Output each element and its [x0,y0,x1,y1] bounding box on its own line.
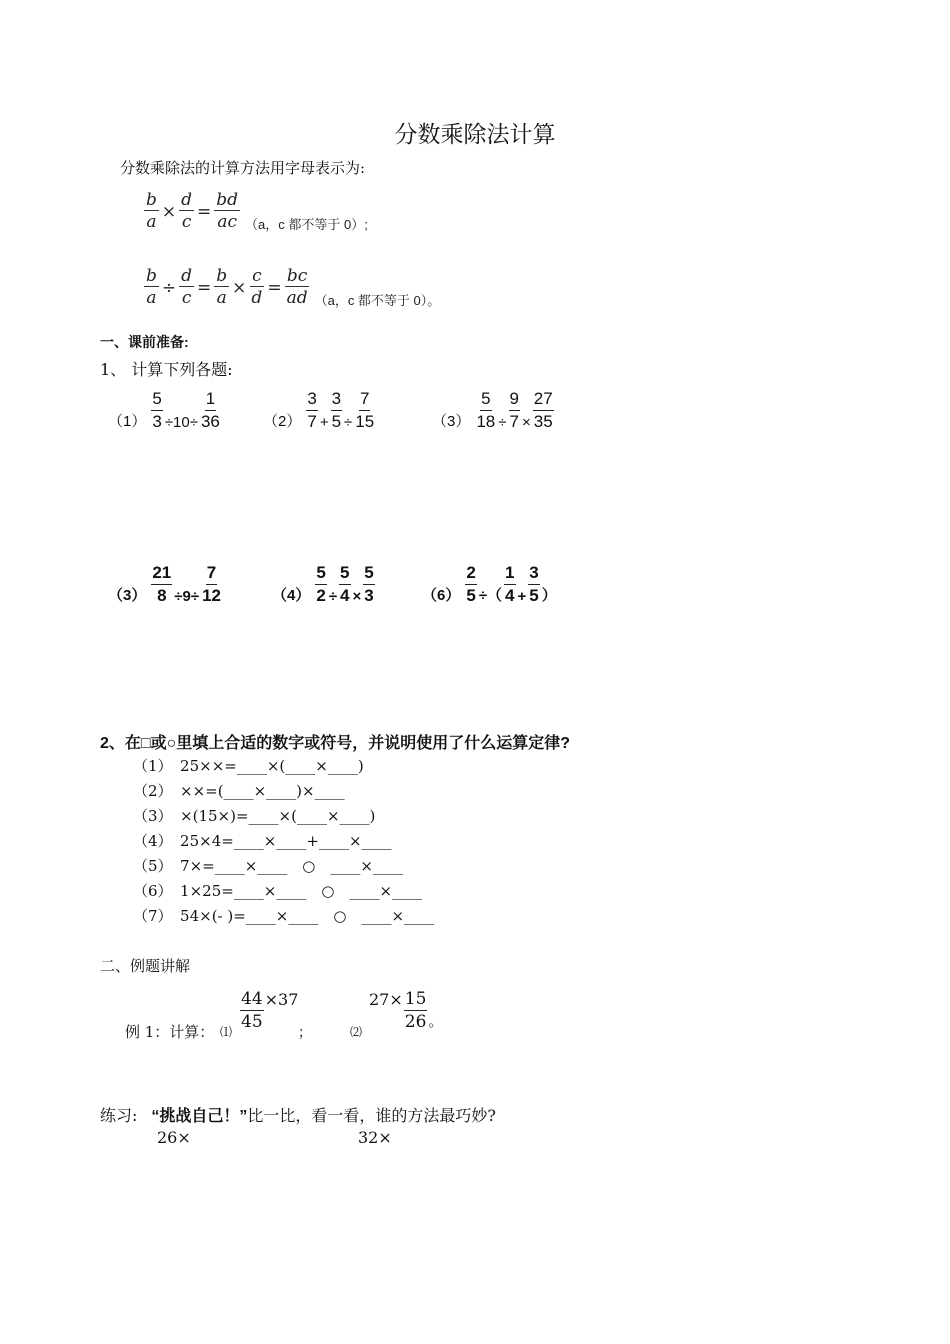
denominator: 18 [476,412,496,431]
page-title: 分数乘除法计算 [394,122,556,148]
numerator: 2 [465,562,476,585]
fraction [315,562,326,607]
fraction: $\frac{bc}{ad}$ [286,266,308,308]
problem-label: （2） [263,413,302,430]
denominator: 4 [340,586,350,605]
fraction [354,388,375,433]
fraction [151,388,162,433]
example-part-2-label: ⑵ [350,1025,363,1039]
problem [263,388,376,433]
fraction: $\frac{b}{a}$ [146,266,157,308]
example-expression-1 [239,988,298,1033]
fill-item: （5） 7×=____×____ ○ ____×____ [133,857,403,875]
numerator: 1 [205,388,216,411]
example-2-pre: 27× [369,990,403,1009]
equals-sign: = [197,201,212,222]
fraction [465,562,476,607]
fraction: $\frac{d}{c}$ [181,266,193,308]
equals-sign: = [197,277,212,298]
denominator: 12 [202,586,221,605]
practice-line [100,1103,496,1126]
separator: ； [298,1025,312,1041]
challenge-text: “挑战自己！” [151,1108,248,1125]
denominator: 35 [533,412,553,431]
fraction [200,388,221,433]
numerator: 3 [331,388,342,411]
fraction [533,388,554,433]
denominator: 2 [316,586,326,605]
fraction [504,562,515,607]
practice-item-1: 26× [157,1128,191,1147]
section-heading-examples: 二、例题讲解 [100,957,191,975]
fraction [306,388,317,433]
denominator: 36 [200,412,220,431]
fill-item: （1） 25××=____×(____×____) [133,757,364,775]
section-heading-prep: 一、课前准备: [100,334,189,350]
example-part-1-label: ⑴ [220,1025,233,1039]
numerator: 9 [509,388,520,411]
operator: ÷10÷ [164,414,198,431]
example-end: 。 [428,1012,444,1030]
numerator: 27 [533,388,554,411]
denominator: 15 [355,412,375,431]
fraction: $\frac{b}{a}$ [216,266,228,308]
fraction [509,388,520,433]
denominator: 5 [331,412,342,431]
formula-note: （a，c 都不等于 0）。 [314,293,441,308]
fraction [339,562,350,607]
numerator: 3 [306,388,317,411]
problem-label: （1） [108,413,147,430]
problem-label: （6） [422,587,461,604]
problem [108,562,223,607]
practice-item-2: 32× [358,1128,392,1147]
operator: × [521,414,531,431]
numerator: 7 [206,562,217,585]
problem [108,388,222,433]
operator: + [517,588,527,605]
fraction [331,388,342,433]
numerator: 5 [151,388,162,411]
operator: + [319,414,329,431]
operator: ÷ [328,588,338,605]
problem-label: （3） [432,413,471,430]
numerator: 5 [339,562,350,585]
operator: ） [541,587,557,604]
fraction: $\frac{44}{45}$ [241,989,263,1032]
operator: ÷ [344,414,353,431]
fill-item: （7） 54×(- )=____×____ ○ ____×____ [133,907,435,925]
numerator: 7 [359,388,370,411]
practice-instruction: 比一比，看一看，谁的方法最巧妙? [247,1106,497,1125]
numerator: 5 [315,562,326,585]
denominator: 4 [505,586,515,605]
fraction [475,388,496,433]
numerator: 5 [480,388,491,411]
numerator: 5 [363,562,374,585]
fraction [201,562,222,607]
denominator: 5 [466,586,476,605]
numerator: 1 [504,562,515,585]
denominator: 8 [157,586,167,605]
operator: × [161,201,177,222]
equals-sign: = [267,277,282,298]
fill-item: （6） 1×25=____×____ ○ ____×____ [133,882,423,900]
fraction: $\frac{bd}{ac}$ [216,190,239,232]
multiplication-formula [143,190,368,233]
fraction: $\frac{b}{a}$ [146,190,157,232]
denominator: 7 [307,412,317,431]
fraction: $\frac{c}{d}$ [251,266,263,308]
example-expression-2 [369,988,443,1033]
operator: ÷ [161,277,177,298]
fill-item: （2） ××=(____×____)×____ [133,782,345,800]
problem-label: （4） [272,587,311,604]
operator: ÷（ [478,587,503,604]
fraction: $\frac{d}{c}$ [181,190,193,232]
problem [272,562,376,607]
fraction [363,562,374,607]
operator: × [232,277,247,298]
fill-item: （3） ×(15×)=____×(____×____) [133,807,376,825]
fraction: $\frac{15}{26}$ [404,989,427,1032]
numerator: 3 [528,562,539,585]
problem [432,388,555,433]
example-label: 例 1：计算： [125,1023,215,1041]
problem [422,562,558,607]
fill-item: （4） 25×4=____×____+____×____ [133,832,392,850]
fraction [528,562,539,607]
problem-label: （3） [108,587,147,604]
question-2-title: 2、在□或○里填上合适的数字或符号，并说明使用了什么运算定律? [100,735,571,752]
operator: ÷9÷ [174,588,200,605]
question-1-title: 1、 计算下列各题: [100,360,233,379]
formula-note: （a，c 都不等于 0）; [245,217,368,232]
denominator: 3 [152,412,162,431]
fraction [151,562,172,607]
numerator: 21 [151,562,172,585]
denominator: 3 [364,586,374,605]
operator: × [352,588,362,605]
example-1-rest: ×37 [264,990,299,1009]
denominator: 5 [529,586,539,605]
division-formula [143,266,440,309]
intro-text: 分数乘除法的计算方法用字母表示为: [120,159,366,177]
practice-label: 练习: [100,1106,138,1125]
operator: ÷ [498,414,507,431]
denominator: 7 [509,412,519,431]
